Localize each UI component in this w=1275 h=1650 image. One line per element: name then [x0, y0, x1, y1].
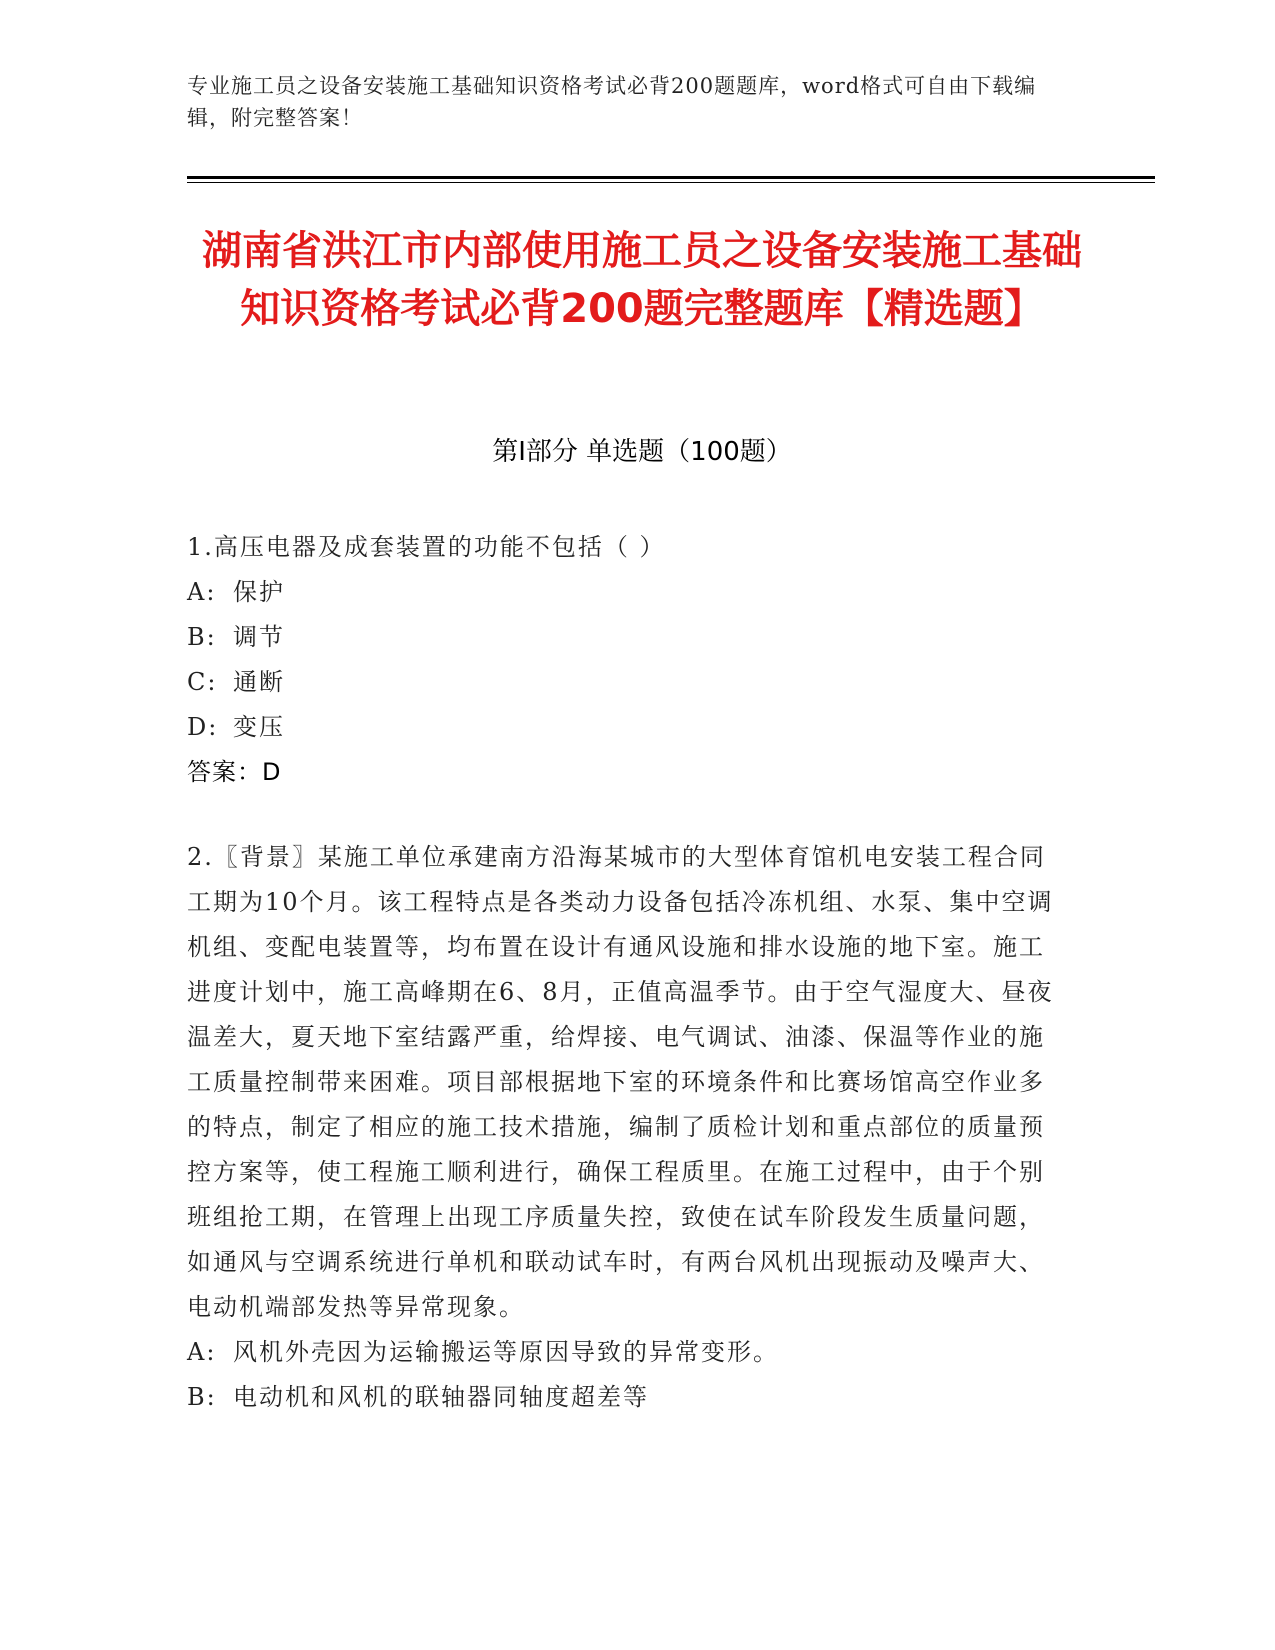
question-stem: 1.高压电器及成套装置的功能不包括（ ） [187, 533, 666, 561]
option-letter: C: [187, 668, 218, 696]
option-text: 保护 [233, 578, 285, 606]
header-divider-thin [187, 182, 1155, 183]
option-letter: B: [187, 1383, 217, 1411]
option-a [187, 570, 1067, 615]
option-a [187, 1330, 1067, 1375]
option-letter: B: [187, 623, 217, 651]
option-letter: A: [187, 578, 217, 606]
option-c [187, 660, 1067, 705]
header-note: 专业施工员之设备安装施工基础知识资格考试必背200题题库，word格式可自由下载编辑，附完整答案！ [187, 74, 1037, 130]
answer-line: 答案：D [187, 758, 282, 786]
option-text: 风机外壳因为运输搬运等原因导致的异常变形。 [233, 1338, 779, 1366]
document-title: 湖南省洪江市内部使用施工员之设备安装施工基础知识资格考试必背200题完整题库【精选题】 [202, 228, 1082, 332]
option-letter: D: [187, 713, 219, 741]
option-letter: A: [187, 1338, 217, 1366]
section-heading: 第I部分 单选题（100题） [492, 437, 792, 467]
option-b [187, 1375, 1067, 1420]
option-b [187, 615, 1067, 660]
option-text: 通断 [233, 668, 285, 696]
option-text: 变压 [233, 713, 285, 741]
option-text: 调节 [233, 623, 285, 651]
option-text: 电动机和风机的联轴器同轴度超差等 [233, 1383, 649, 1411]
question-1 [187, 525, 1067, 795]
header-divider-thick [187, 176, 1155, 179]
question-2 [187, 835, 1067, 1420]
option-d [187, 705, 1067, 750]
question-stem: 2.〖背景〗某施工单位承建南方沿海某城市的大型体育馆机电安装工程合同工期为10个月。该工程特点是各类动力设备包括冷冻机组、水泵、集中空调机组、变配电装置等，均布置在设计有通风设施和排水设施的地下室。施工进度计划中，施工高峰期在6、8月，正值高温季节。由于空气湿度大、昼夜温差大，夏天地下室结露严重，给焊接、电气调试、油漆、保温等作业的施工质量控制带来困难。项目部根据地下室的环境条件和比赛场馆高空作业多的特点，制定了相应的施工技术措施，编制了质检计划和重点部位的质量预控方案等，使工程施工顺利进行，确保工程质里。在施工过程中，由于个别班组抢工期，在管理上出现工序质量失控，致使在试车阶段发生质量问题，如通风与空调系统进行单机和联动试车时，有两台风机出现振动及噪声大、电动机端部发热等异常现象。 [187, 843, 1054, 1321]
